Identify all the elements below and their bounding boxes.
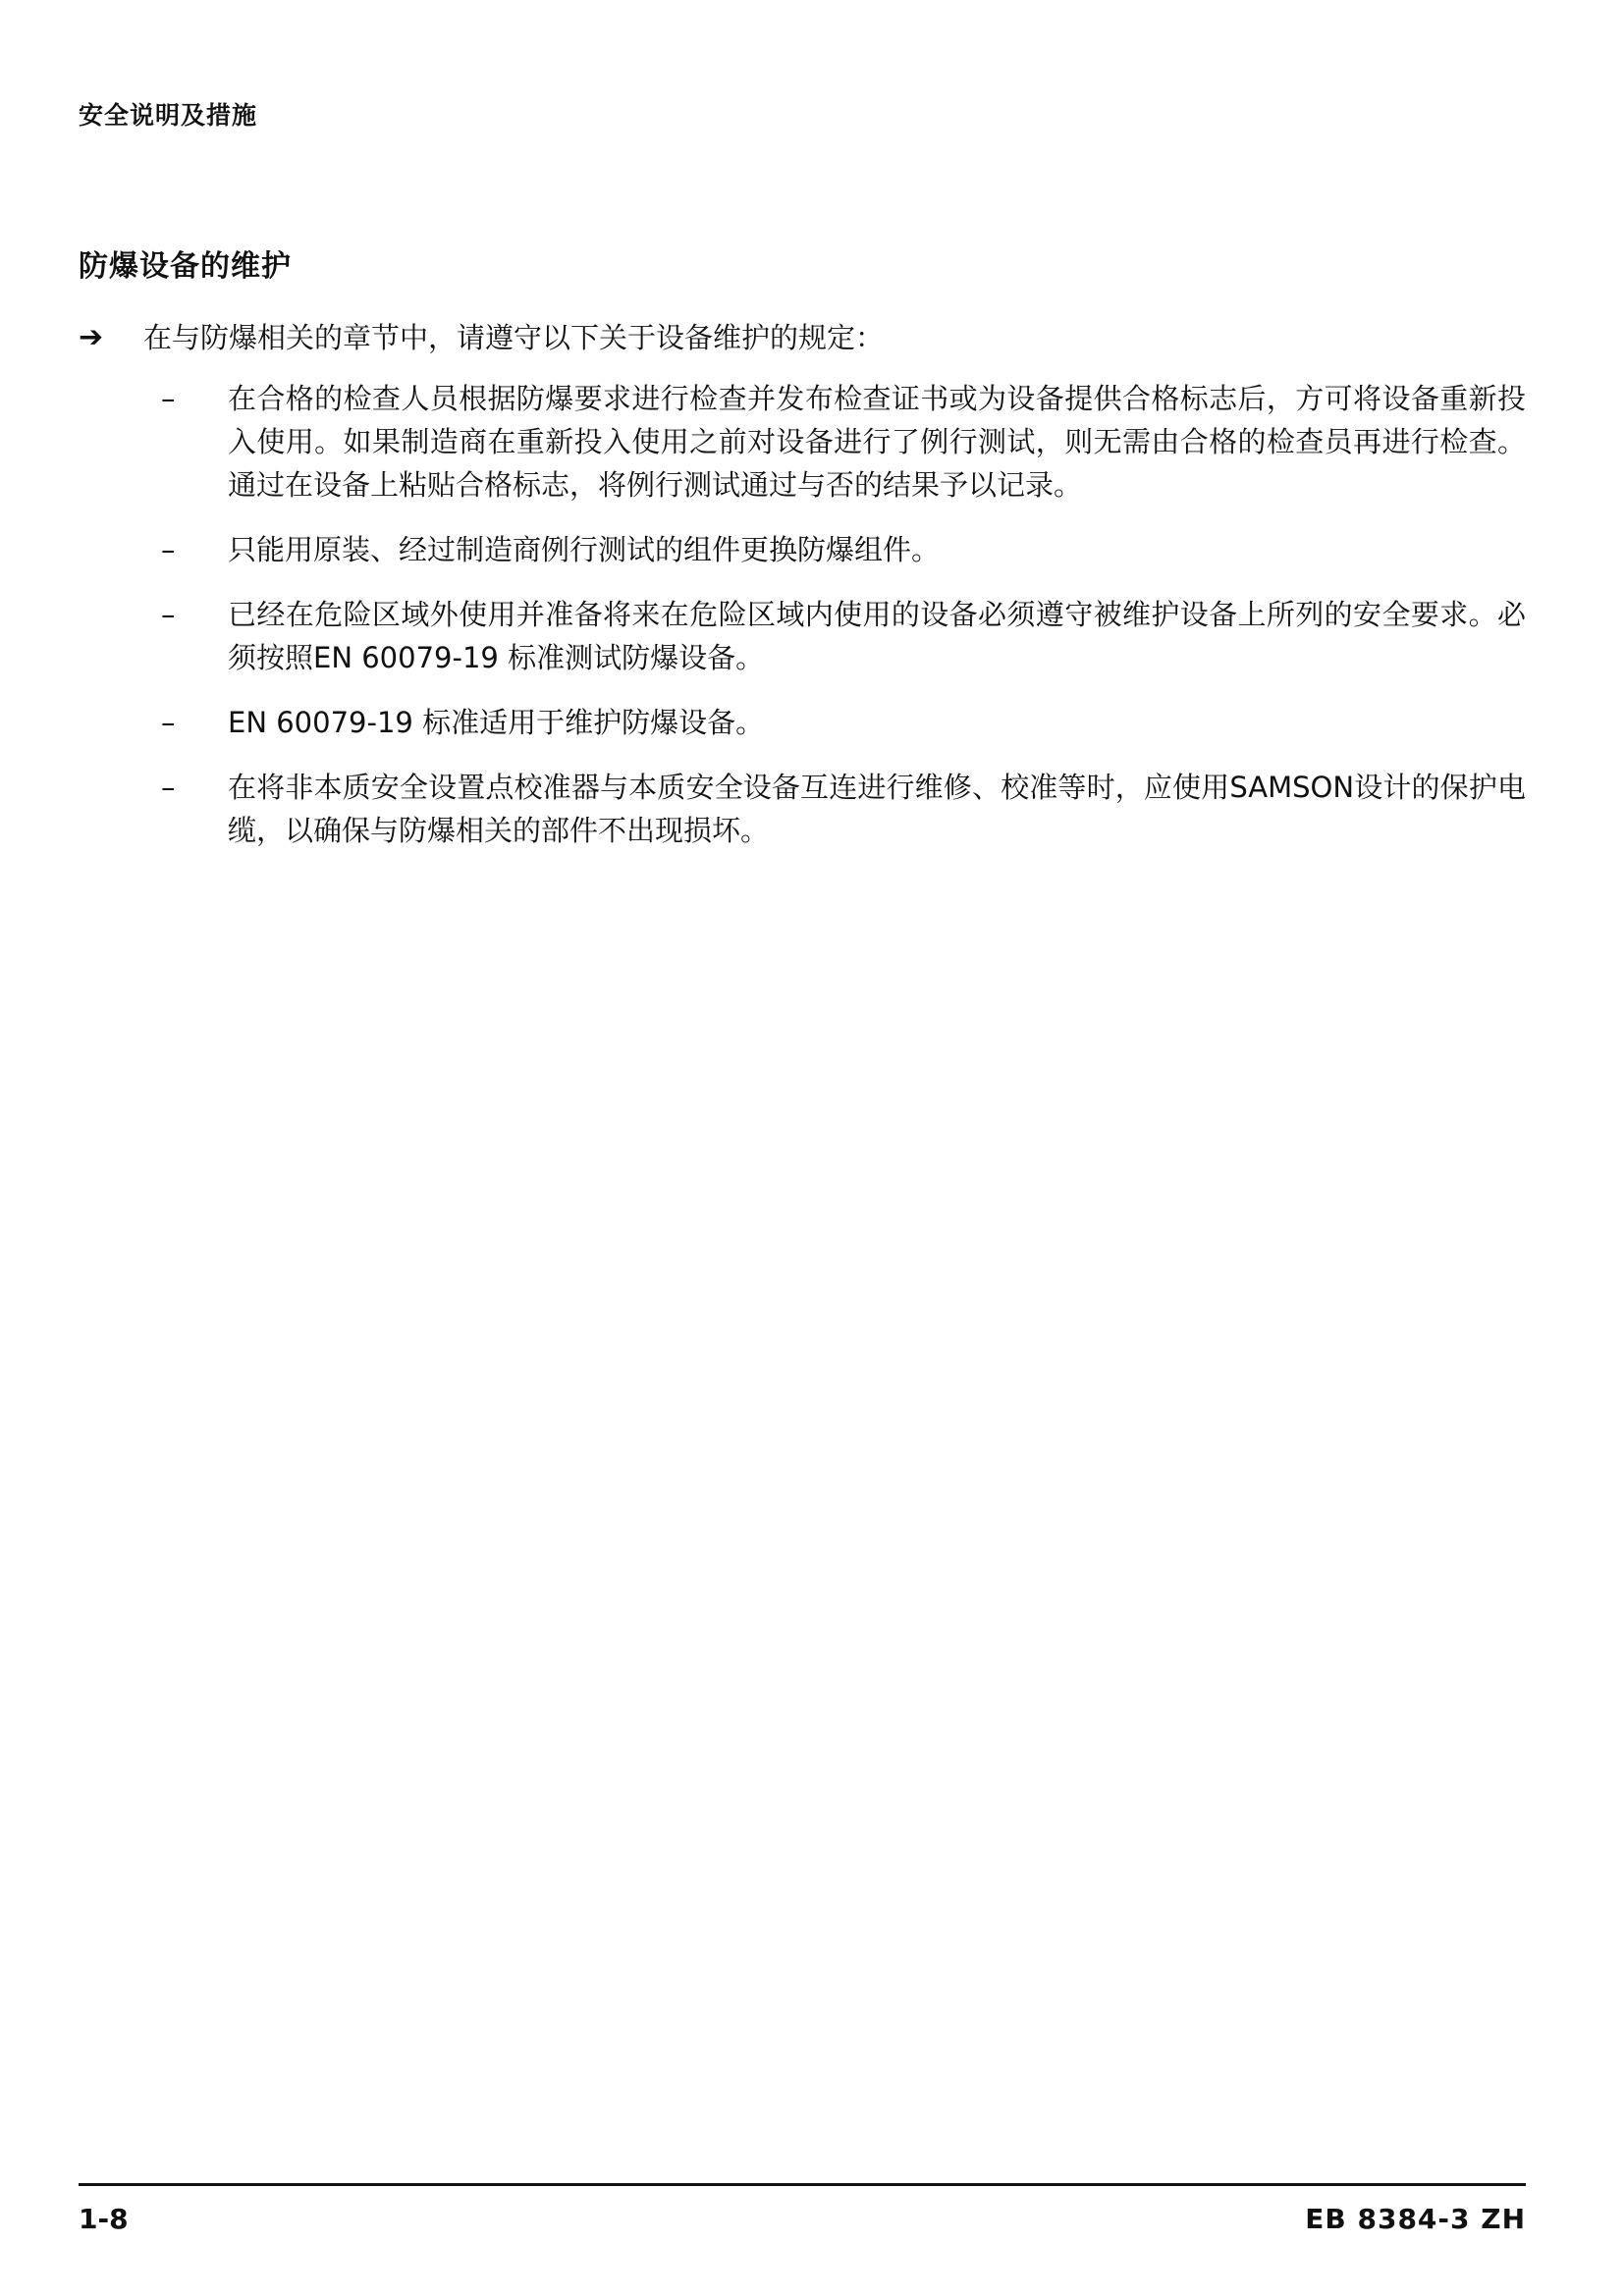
dash-bullet: – [161, 598, 176, 631]
list-item-text: 已经在危险区域外使用并准备将来在危险区域内使用的设备必须遵守被维护设备上所列的安全要求。必须按照EN 60079-19 标准测试防爆设备。 [228, 598, 1526, 674]
section-title: 防爆设备的维护 [79, 249, 292, 284]
intro-text: 在与防爆相关的章节中，请遵守以下关于设备维护的规定： [143, 321, 885, 354]
list-item [161, 593, 1526, 679]
list-item [161, 377, 1526, 507]
page-number: 1-8 [79, 2203, 129, 2235]
dash-bullet: – [161, 706, 176, 739]
document-code: EB 8384-3 ZH [1305, 2203, 1526, 2235]
list-item-text: 只能用原装、经过制造商例行测试的组件更换防爆组件。 [228, 533, 941, 566]
list-item-text: 在将非本质安全设置点校准器与本质安全设备互连进行维修、校准等时，应使用SAMSON设计的保护电缆，以确保与防爆相关的部件不出现损坏。 [228, 771, 1526, 847]
running-header: 安全说明及措施 [79, 101, 258, 130]
footer-divider [79, 2183, 1526, 2186]
list-item-text: EN 60079-19 标准适用于维护防爆设备。 [228, 706, 765, 739]
maintenance-rules-list [161, 377, 1526, 874]
list-item [161, 701, 1526, 744]
list-item [161, 766, 1526, 852]
dash-bullet: – [161, 771, 176, 804]
dash-bullet: – [161, 533, 176, 566]
list-item-text: 在合格的检查人员根据防爆要求进行检查并发布检查证书或为设备提供合格标志后，方可将设备重新投入使用。如果制造商在重新投入使用之前对设备进行了例行测试，则无需由合格的检查员再进行检查。通过在设备上粘贴合格标志，将例行测试通过与否的结果予以记录。 [228, 382, 1526, 502]
dash-bullet: – [161, 382, 176, 415]
arrow-right-icon: ➔ [79, 320, 104, 354]
list-item [161, 528, 1526, 571]
